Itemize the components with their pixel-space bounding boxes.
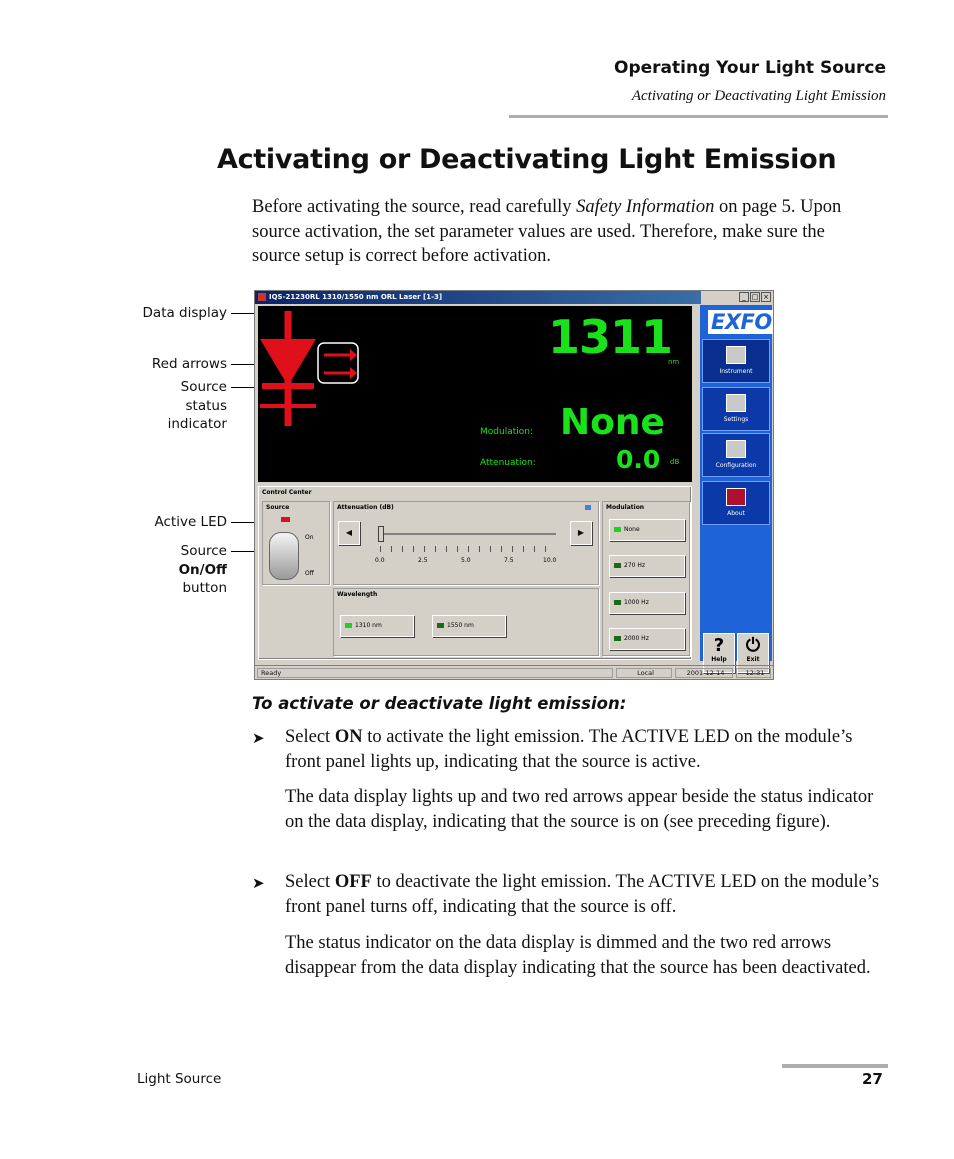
footer-section-title: Light Source (137, 1071, 222, 1087)
about-icon (726, 488, 746, 506)
led-off-icon (437, 623, 444, 628)
intro-text-before: Before activating the source, read carefully (252, 197, 577, 217)
control-center-title: Control Center (262, 489, 312, 496)
modulation-option-label: None (624, 526, 640, 533)
sidebar-item-label: Instrument (719, 368, 753, 375)
safety-information-reference: Safety Information (576, 197, 715, 217)
callout-data-display: Data display (142, 305, 227, 321)
footer-rule (782, 1064, 888, 1068)
status-mode: Local (616, 668, 672, 678)
step-1 (285, 725, 885, 774)
callout-onoff-l2: On/Off (178, 561, 227, 578)
page-number: 27 (862, 1070, 883, 1088)
modulation-none-button[interactable] (609, 519, 685, 541)
modulation-group-title: Modulation (606, 504, 645, 511)
sidebar-item-label: About (727, 510, 745, 517)
sidebar-item-about[interactable] (702, 481, 770, 525)
control-center (258, 486, 692, 660)
header-rule (509, 115, 888, 118)
step-2 (285, 870, 885, 919)
callout-red-arrows: Red arrows (151, 356, 227, 372)
modulation-option-label: 270 Hz (624, 562, 646, 569)
attenuation-increase-button[interactable]: ▶ (570, 521, 592, 545)
sidebar-item-label: Settings (723, 416, 749, 423)
attenuation-flag-icon (585, 505, 591, 510)
exfo-logo: EXFO (708, 310, 774, 334)
step2-keyword: OFF (334, 872, 372, 892)
wavelength-1310-button[interactable] (340, 615, 414, 637)
intro-paragraph (252, 195, 852, 269)
app-window-screenshot (254, 290, 774, 680)
source-off-label: Off (305, 570, 314, 577)
led-off-icon (614, 563, 621, 568)
wavelength-option-label: 1550 nm (447, 622, 474, 629)
attenuation-label: Attenuation: (480, 458, 536, 468)
callout-source-status-l2: status (185, 397, 227, 414)
window-title-bar: IQS-21230RL 1310/1550 nm ORL Laser [1-3] (255, 291, 701, 304)
page-title: Activating or Deactivating Light Emission (217, 144, 837, 175)
callout-source-status-l1: Source (180, 379, 227, 395)
attenuation-ticks (380, 546, 556, 552)
attenuation-slider-thumb[interactable] (378, 526, 384, 542)
tick-label: 5.0 (461, 557, 471, 564)
tick-label: 7.5 (504, 557, 514, 564)
data-display (258, 306, 692, 482)
tick-label: 2.5 (418, 557, 428, 564)
tick-label: 10.0 (543, 557, 557, 564)
attenuation-group-title: Attenuation (dB) (337, 504, 394, 511)
status-text: Ready (257, 668, 613, 678)
callout-source-status-l3: indicator (167, 416, 227, 432)
configuration-icon (726, 440, 746, 458)
running-header-subtitle: Activating or Deactivating Light Emission (631, 88, 886, 104)
navigation-sidebar (700, 305, 772, 661)
settings-icon (726, 394, 746, 412)
callout-active-led: Active LED (154, 514, 227, 530)
running-header-title: Operating Your Light Source (614, 58, 886, 78)
procedure-title: To activate or deactivate light emission: (252, 694, 627, 713)
sidebar-item-instrument[interactable] (702, 339, 770, 383)
help-icon: ? (713, 635, 725, 656)
step1-keyword: ON (334, 727, 363, 747)
active-led (281, 517, 290, 522)
attenuation-unit: dB (670, 458, 680, 466)
callout-source-status (120, 378, 227, 434)
step2-text-b: to deactivate the light emission. The ACTIVE LED on the module’s front panel turns off, indicating that the source is off. (285, 872, 880, 917)
wavelength-group (333, 588, 599, 656)
led-on-icon (345, 623, 352, 628)
modulation-label: Modulation: (480, 427, 533, 437)
step2-text-a: Select (285, 872, 335, 892)
led-on-icon (614, 527, 621, 532)
wavelength-unit: nm (668, 358, 680, 366)
minimize-button[interactable]: _ (739, 292, 749, 302)
modulation-1000hz-button[interactable] (609, 592, 685, 614)
callout-onoff-button (120, 542, 227, 598)
modulation-readout: None (560, 402, 665, 443)
modulation-group (602, 501, 690, 656)
status-date: 2001-12-14 (675, 668, 733, 678)
led-off-icon (614, 600, 621, 605)
step1-text-a: Select (285, 727, 335, 747)
modulation-option-label: 1000 Hz (624, 599, 649, 606)
source-onoff-toggle[interactable] (269, 532, 299, 580)
attenuation-decrease-button[interactable]: ◀ (338, 521, 360, 545)
sidebar-item-configuration[interactable] (702, 433, 770, 477)
app-icon (258, 293, 266, 301)
intro-text-after: on page 5. Upon source activation, the set parameter values are used. Therefore, make sure the source setup is correct before activation. (252, 197, 842, 266)
source-group (262, 501, 330, 585)
bullet-arrow-icon: ➤ (252, 729, 265, 747)
laser-diode-symbol-icon (258, 306, 368, 482)
status-bar (255, 665, 773, 680)
instrument-icon (726, 346, 746, 364)
attenuation-group (333, 501, 599, 585)
modulation-2000hz-button[interactable] (609, 628, 685, 650)
attenuation-slider-track[interactable] (380, 533, 556, 535)
status-time: 12:31 (736, 668, 771, 678)
wavelength-group-title: Wavelength (337, 591, 378, 598)
source-on-label: On (305, 534, 314, 541)
step-1-note: The data display lights up and two red arrows appear beside the status indicator on the data display, indicating that the source is on (see preceding figure). (285, 787, 874, 832)
help-label: Help (711, 656, 727, 663)
step-2-note: The status indicator on the data display is dimmed and the two red arrows disappear from the data display indicating that the source has been deactivated. (285, 933, 871, 978)
sidebar-item-settings[interactable] (702, 387, 770, 431)
attenuation-readout: 0.0 (616, 445, 661, 474)
wavelength-readout: 1311 (548, 310, 673, 364)
maximize-button[interactable]: □ (751, 293, 759, 301)
wavelength-option-label: 1310 nm (355, 622, 382, 629)
callout-onoff-l1: Source (180, 543, 227, 559)
wavelength-1550-button[interactable] (432, 615, 506, 637)
source-group-title: Source (266, 504, 290, 511)
callout-onoff-l3: button (182, 580, 227, 596)
bullet-arrow-icon: ➤ (252, 874, 265, 892)
exit-label: Exit (746, 656, 760, 663)
step1-text-b: to activate the light emission. The ACTIVE LED on the module’s front panel lights up, indicating that the source is active. (285, 727, 853, 772)
close-button[interactable]: × (761, 292, 771, 302)
modulation-270hz-button[interactable] (609, 555, 685, 577)
modulation-option-label: 2000 Hz (624, 635, 649, 642)
led-off-icon (614, 636, 621, 641)
power-icon: ⏻ (745, 635, 761, 656)
sidebar-item-label: Configuration (715, 462, 757, 469)
tick-label: 0.0 (375, 557, 385, 564)
